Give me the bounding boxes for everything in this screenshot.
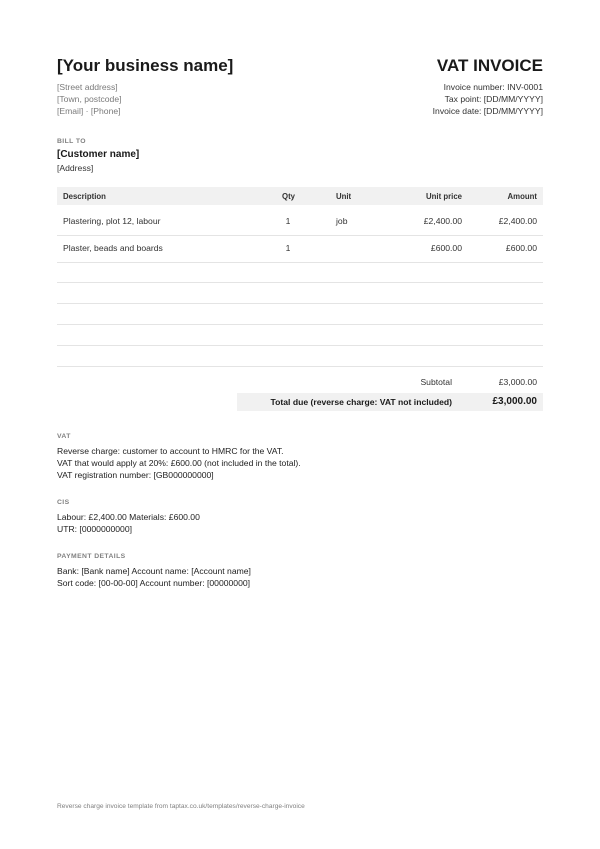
header-amount: Amount (507, 192, 537, 201)
vat-line-2: VAT that would apply at 20%: £600.00 (not included in the total). (57, 458, 301, 468)
row-description: Plastering, plot 12, labour (63, 216, 161, 226)
vat-line-1: Reverse charge: customer to account to HMRC for the VAT. (57, 446, 284, 456)
row-qty: 1 (285, 243, 291, 253)
cis-utr: UTR: [0000000000] (57, 524, 133, 534)
vat-registration: VAT registration number: [GB000000000] (57, 470, 214, 480)
cis-line-1: Labour: £2,400.00 Materials: £600.00 (57, 512, 200, 522)
contact-details: [Email] · [Phone] (57, 106, 121, 116)
row-unit-price: £600.00 (430, 243, 462, 253)
header-description: Description (63, 192, 106, 201)
invoice-page (57, 0, 543, 849)
row-amount: £2,400.00 (498, 216, 537, 226)
row-amount: £600.00 (505, 243, 537, 253)
town-postcode: [Town, postcode] (57, 94, 122, 104)
header-unit-price: Unit price (426, 192, 462, 201)
table-row (57, 346, 543, 367)
payment-line-2: Sort code: [00-00-00] Account number: [00000000] (57, 578, 251, 588)
row-unit: job (336, 216, 348, 226)
subtotal-value: £3,000.00 (498, 377, 537, 387)
tax-point: Tax point: [DD/MM/YYYY] (444, 94, 543, 104)
document-title: VAT INVOICE (436, 56, 543, 75)
total-due-value: £3,000.00 (492, 396, 537, 407)
table-row (57, 283, 543, 304)
table-row (57, 262, 543, 283)
payment-line-1: Bank: [Bank name] Account name: [Account name] (57, 566, 251, 576)
footer-source-link[interactable]: Reverse charge invoice template from taptax.co.uk/templates/reverse-charge-invoice (57, 803, 305, 810)
table-row (57, 208, 543, 236)
header-unit: Unit (336, 192, 352, 201)
row-description: Plaster, beads and boards (63, 243, 163, 253)
invoice-number: Invoice number: INV-0001 (443, 82, 543, 92)
subtotal-label: Subtotal (420, 377, 452, 387)
customer-address: [Address] (57, 163, 94, 173)
subtotal-row (57, 377, 543, 391)
table-row (57, 235, 543, 263)
vat-label: VAT (57, 433, 71, 440)
payment-details-label: PAYMENT DETAILS (57, 553, 126, 560)
row-unit-price: £2,400.00 (423, 216, 462, 226)
header-qty: Qty (282, 192, 295, 201)
business-name: [Your business name] (57, 56, 234, 75)
street-address: [Street address] (57, 82, 118, 92)
customer-name: [Customer name] (57, 149, 140, 160)
bill-to-label: BILL TO (57, 138, 86, 145)
total-due-row (237, 393, 543, 411)
row-qty: 1 (285, 216, 291, 226)
table-header (57, 187, 543, 205)
table-row (57, 304, 543, 325)
total-due-label: Total due (reverse charge: VAT not included) (270, 397, 452, 407)
invoice-date: Invoice date: [DD/MM/YYYY] (432, 106, 543, 116)
cis-label: CIS (57, 499, 70, 506)
table-row (57, 325, 543, 346)
